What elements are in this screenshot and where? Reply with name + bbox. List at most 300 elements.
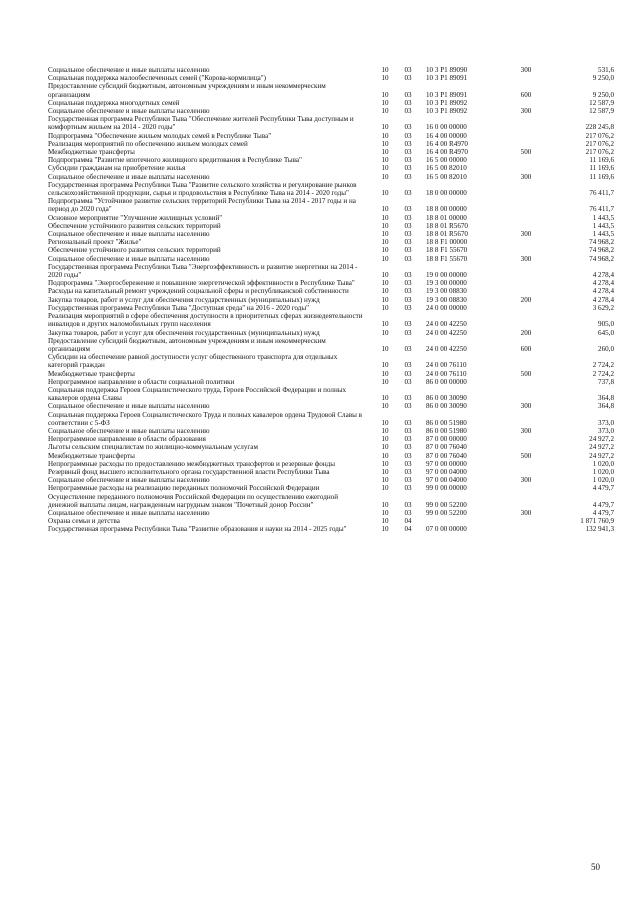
row-amount: 132 941,3 [585, 525, 614, 534]
row-amount: 4 278,4 [592, 295, 614, 304]
row-target-article: 10 3 P1 89092 [426, 107, 468, 116]
row-subsection: 03 [404, 131, 412, 140]
row-subsection: 03 [404, 98, 412, 107]
row-target-article: 07 0 00 00000 [426, 525, 467, 534]
table-row [48, 460, 616, 468]
row-target-article: 19 3 00 08830 [426, 287, 467, 296]
row-name: Социальное обеспечение и иные выплаты населению [48, 476, 210, 485]
table-row [48, 222, 616, 230]
row-amount: 373,0 [598, 426, 614, 435]
row-expense-type [508, 140, 544, 148]
row-expense-type [508, 287, 544, 295]
row-name: Социальное обеспечение и иные выплаты населению [48, 107, 210, 116]
row-amount: 24 927,2 [589, 435, 614, 444]
row-expense-type [508, 353, 544, 369]
row-subsection: 03 [404, 361, 412, 370]
row-target-article: 24 0 00 42250 [426, 344, 467, 353]
row-expense-type: 500 [520, 369, 532, 378]
row-subsection: 03 [404, 287, 412, 296]
row-amount: 24 927,2 [589, 443, 614, 452]
row-amount: 4 479,7 [592, 500, 614, 509]
table-row [48, 370, 616, 378]
row-target-article: 18 8 01 00000 [426, 213, 467, 222]
row-subsection: 03 [404, 418, 412, 427]
row-name: Осуществление переданного полномочия Российской Федерации по осуществлению ежегодной денежной выплаты лицам, награжденным нагрудным знаком "Почетный донор России" [48, 492, 338, 509]
row-subsection: 03 [404, 164, 412, 173]
row-target-article: 24 0 00 76110 [426, 369, 467, 378]
row-target-article: 97 0 00 00000 [426, 459, 467, 468]
row-name: Закупка товаров, работ и услуг для обеспечения государственных (муниципальных) нужд [48, 328, 320, 337]
row-target-article: 10 3 P1 89092 [426, 98, 468, 107]
row-subsection: 03 [404, 172, 412, 181]
row-section: 10 [381, 476, 389, 485]
table-row [48, 214, 616, 222]
budget-table-body [48, 66, 616, 534]
row-section: 10 [381, 221, 389, 230]
row-name: Подпрограмма "Развитие ипотечного жилищного кредитования в Республике Тыва" [48, 156, 302, 165]
row-expense-type [508, 99, 544, 107]
row-section: 10 [381, 90, 389, 99]
row-amount: 364,8 [598, 402, 614, 411]
row-name: Региональный проект "Жилье" [48, 238, 142, 247]
row-name: Охрана семьи и детства [48, 517, 120, 526]
table-row [48, 468, 616, 476]
row-section: 10 [381, 238, 389, 247]
row-section: 10 [381, 508, 389, 517]
row-amount: 373,0 [598, 418, 614, 427]
row-expense-type: 600 [520, 90, 532, 99]
row-target-article: 18 8 01 R5670 [426, 230, 468, 239]
row-subsection: 03 [404, 451, 412, 460]
row-name: Социальное обеспечение и иные выплаты населению [48, 230, 210, 239]
row-expense-type [508, 443, 544, 451]
row-name: Социальная поддержка малообеспеченных семей ("Корова-кормилица") [48, 74, 267, 83]
row-amount: 1 020,0 [592, 476, 614, 485]
row-amount: 1 443,5 [592, 213, 614, 222]
row-name: Государственная программа Республики Тыва "Обеспечение жителей Республики Тыва доступным и комфортным жильем на 2014 - 2020 годы" [48, 115, 354, 132]
table-row [48, 173, 616, 181]
row-name: Подпрограмма "Устойчивое развитие сельских территорий Республики Тыва на 2014 - 2017 годы и на период до 2020 года" [48, 197, 356, 214]
row-expense-type [508, 132, 544, 140]
table-row [48, 197, 616, 213]
row-target-article: 86 0 00 30090 [426, 394, 467, 403]
row-subsection: 03 [404, 279, 412, 288]
row-expense-type [508, 164, 544, 172]
row-subsection: 03 [404, 238, 412, 247]
row-amount: 645,0 [598, 328, 614, 337]
row-section: 10 [381, 525, 389, 534]
table-row [48, 246, 616, 254]
row-amount: 1 020,0 [592, 459, 614, 468]
row-subsection: 04 [404, 517, 412, 526]
row-expense-type [508, 312, 544, 328]
row-expense-type: 300 [520, 402, 532, 411]
row-subsection: 03 [404, 221, 412, 230]
row-subsection: 03 [404, 402, 412, 411]
table-row [48, 378, 616, 386]
row-expense-type [508, 484, 544, 492]
row-target-article: 18 8 F1 55670 [426, 246, 468, 255]
row-amount: 905,0 [598, 320, 614, 329]
row-target-article: 18 8 00 00000 [426, 205, 467, 214]
table-row [48, 82, 616, 98]
row-name: Субсидии гражданам на приобретение жилья [48, 164, 186, 173]
row-subsection: 03 [404, 500, 412, 509]
row-target-article: 18 8 01 R5670 [426, 221, 468, 230]
row-target-article: 87 0 00 76040 [426, 443, 467, 452]
row-name: Государственная программа Республики Тыва "Доступная среда" на 2016 - 2020 годы" [48, 303, 310, 312]
row-amount: 74 968,2 [589, 238, 614, 247]
row-expense-type [508, 411, 544, 427]
row-amount: 1 443,5 [592, 221, 614, 230]
row-subsection: 03 [404, 484, 412, 493]
row-subsection: 03 [404, 123, 412, 132]
row-section: 10 [381, 287, 389, 296]
row-amount: 9 250,0 [592, 74, 614, 83]
row-subsection: 03 [404, 467, 412, 476]
row-amount: 1 020,0 [592, 467, 614, 476]
row-amount: 11 169,6 [589, 156, 614, 165]
row-subsection: 03 [404, 476, 412, 485]
table-row [48, 484, 616, 492]
row-section: 10 [381, 402, 389, 411]
row-target-article: 16 5 00 82010 [426, 164, 467, 173]
row-expense-type [508, 156, 544, 164]
row-target-article: 97 0 00 04000 [426, 476, 467, 485]
row-amount: 76 411,7 [589, 189, 614, 198]
row-amount: 24 927,2 [589, 451, 614, 460]
table-row [48, 402, 616, 410]
row-subsection: 03 [404, 394, 412, 403]
row-amount: 4 479,7 [592, 484, 614, 493]
row-name: Закупка товаров, работ и услуг для обеспечения государственных (муниципальных) нужд [48, 295, 320, 304]
row-subsection: 03 [404, 90, 412, 99]
row-section: 10 [381, 107, 389, 116]
row-name: Непрограммное направление в области социальной политики [48, 377, 235, 386]
row-target-article: 24 0 00 42250 [426, 320, 467, 329]
row-expense-type: 300 [520, 172, 532, 181]
row-target-article: 99 0 00 52200 [426, 508, 467, 517]
row-amount: 74 968,2 [589, 254, 614, 263]
table-row [48, 411, 616, 427]
row-name: Социальная поддержка Героев Социалистического Труда и полных кавалеров ордена Трудовой Славы в соответствии с 5-ФЗ [48, 410, 362, 427]
row-section: 10 [381, 172, 389, 181]
row-target-article: 99 0 00 00000 [426, 484, 467, 493]
row-amount: 76 411,7 [589, 205, 614, 214]
table-row [48, 493, 616, 509]
table-row [48, 74, 616, 82]
row-target-article: 19 0 00 00000 [426, 271, 467, 280]
row-amount: 228 245,8 [585, 123, 614, 132]
table-row [48, 107, 616, 115]
row-section: 10 [381, 189, 389, 198]
row-subsection: 03 [404, 328, 412, 337]
row-expense-type: 300 [520, 66, 532, 74]
row-name: Социальное обеспечение и иные выплаты населению [48, 172, 210, 181]
row-subsection: 03 [404, 148, 412, 157]
row-subsection: 03 [404, 271, 412, 280]
row-section: 10 [381, 295, 389, 304]
row-expense-type [508, 222, 544, 230]
table-row [48, 66, 616, 74]
row-expense-type [508, 525, 544, 533]
table-row [48, 263, 616, 279]
row-name: Льготы сельским специалистам по жилищно-коммунальным услугам [48, 443, 258, 452]
row-name: Подпрограмма "Энергосбережение и повышение энергетической эффективности в Республике Тыва" [48, 279, 355, 288]
row-section: 10 [381, 328, 389, 337]
row-target-article: 16 4 00 00000 [426, 131, 467, 140]
row-expense-type [508, 460, 544, 468]
table-row [48, 435, 616, 443]
row-section: 10 [381, 484, 389, 493]
row-section: 10 [381, 148, 389, 157]
row-name: Социальная поддержка многодетных семей [48, 98, 180, 107]
table-row [48, 509, 616, 517]
row-name: Государственная программа Республики Тыва "Развитие сельского хозяйства и регулирование рынков сельскохозяйственной продукции, сырья и продовольствия в Республике Тыва на 2014 - 2020 годы" [48, 180, 357, 198]
row-expense-type [508, 279, 544, 287]
row-target-article: 86 0 00 51980 [426, 418, 467, 427]
row-name: Предоставление субсидий бюджетным, автономным учреждениям и иным некоммерческим организациям [48, 336, 326, 353]
row-amount: 74 968,2 [589, 246, 614, 255]
row-name: Предоставление субсидий бюджетным, автономным учреждениям и иным некоммерческим организациям [48, 82, 326, 99]
table-row [48, 238, 616, 246]
row-target-article: 18 0 00 00000 [426, 189, 467, 198]
row-section: 10 [381, 451, 389, 460]
row-expense-type: 300 [520, 508, 532, 517]
row-section: 10 [381, 303, 389, 312]
row-name: Социальная поддержка Героев Социалистического труда, Героев Российской Федерации и полных кавалеров ордена Славы [48, 385, 347, 403]
row-target-article: 18 8 F1 55670 [426, 254, 468, 263]
row-subsection: 03 [404, 369, 412, 378]
row-name: Непрограммное направление в области образования [48, 435, 206, 444]
row-name: Межбюджетные трансферты [48, 148, 135, 157]
table-row [48, 353, 616, 369]
row-name: Реализация мероприятий по обеспечению жильем молодых семей [48, 139, 248, 148]
table-row [48, 452, 616, 460]
table-row [48, 99, 616, 107]
row-target-article: 18 8 F1 00000 [426, 238, 468, 247]
row-name: Государственная программа Республики Тыва "Развитие образования и науки на 2014 - 2025 годы" [48, 525, 347, 534]
row-section: 10 [381, 418, 389, 427]
row-subsection: 03 [404, 230, 412, 239]
row-subsection: 03 [404, 295, 412, 304]
row-target-article: 19 3 00 08830 [426, 295, 467, 304]
row-amount: 11 169,6 [589, 172, 614, 181]
row-section: 10 [381, 443, 389, 452]
row-expense-type [508, 304, 544, 312]
row-amount: 737,8 [598, 377, 614, 386]
row-section: 10 [381, 66, 389, 74]
row-subsection: 04 [404, 525, 412, 534]
row-target-article: 97 0 00 04000 [426, 467, 467, 476]
row-target-article: 16 4 00 R4970 [426, 139, 468, 148]
row-name: Обеспечение устойчивого развития сельских территорий [48, 221, 221, 230]
row-section: 10 [381, 205, 389, 214]
row-section: 10 [381, 435, 389, 444]
row-name: Реализация мероприятий в сфере обеспечения доступности в приоритетных сферах жизнедеятельности инвалидов и других маломобильных групп населения [48, 312, 363, 329]
row-target-article: 86 0 00 30090 [426, 402, 467, 411]
row-amount: 217 076,2 [585, 131, 614, 140]
row-amount: 12 587,9 [589, 98, 614, 107]
row-amount: 4 278,4 [592, 287, 614, 296]
row-section: 10 [381, 279, 389, 288]
row-amount: 9 250,0 [592, 90, 614, 99]
row-section: 10 [381, 230, 389, 239]
row-expense-type [508, 435, 544, 443]
row-amount: 4 479,7 [592, 508, 614, 517]
row-section: 10 [381, 517, 389, 526]
row-amount: 531,6 [598, 66, 614, 74]
row-name: Социальное обеспечение и иные выплаты населению [48, 66, 210, 74]
row-subsection: 03 [404, 189, 412, 198]
row-section: 10 [381, 254, 389, 263]
row-name: Расходы на капитальный ремонт учреждений социальной сферы и республиканской собственности [48, 287, 349, 296]
row-subsection: 03 [404, 320, 412, 329]
row-expense-type: 600 [520, 344, 532, 353]
row-expense-type [508, 74, 544, 82]
row-amount: 11 169,6 [589, 164, 614, 173]
row-name: Резервный фонд высшего исполнительного органа государственной власти Республики Тыва [48, 467, 330, 476]
row-subsection: 03 [404, 139, 412, 148]
table-row [48, 156, 616, 164]
row-target-article: 10 3 P1 89090 [426, 66, 468, 74]
table-row [48, 517, 616, 525]
row-section: 10 [381, 131, 389, 140]
row-expense-type [508, 493, 544, 509]
row-expense-type [508, 197, 544, 213]
row-expense-type: 300 [520, 107, 532, 116]
row-section: 10 [381, 500, 389, 509]
row-name: Социальное обеспечение и иные выплаты населению [48, 254, 210, 263]
table-row [48, 181, 616, 197]
row-subsection: 03 [404, 459, 412, 468]
row-subsection: 03 [404, 74, 412, 83]
row-amount: 2 724,2 [592, 369, 614, 378]
row-subsection: 03 [404, 508, 412, 517]
table-row [48, 443, 616, 451]
row-name: Субсидии на обеспечение равной доступности услуг общественного транспорта для отдельных категорий граждан [48, 353, 338, 370]
row-amount: 3 629,2 [592, 303, 614, 312]
row-section: 10 [381, 361, 389, 370]
table-row [48, 304, 616, 312]
row-name: Межбюджетные трансферты [48, 369, 135, 378]
row-name: Обеспечение устойчивого развития сельских территорий [48, 246, 221, 255]
row-name: Социальное обеспечение и иные выплаты населению [48, 402, 210, 411]
table-row [48, 476, 616, 484]
row-section: 10 [381, 377, 389, 386]
row-amount: 217 076,2 [585, 148, 614, 157]
table-row [48, 427, 616, 435]
table-row [48, 255, 616, 263]
row-subsection: 03 [404, 435, 412, 444]
row-subsection: 03 [404, 213, 412, 222]
row-expense-type: 200 [520, 328, 532, 337]
row-expense-type [508, 238, 544, 246]
table-row [48, 148, 616, 156]
row-section: 10 [381, 344, 389, 353]
row-section: 10 [381, 320, 389, 329]
row-target-article: 86 0 00 00000 [426, 377, 467, 386]
row-target-article: 24 0 00 00000 [426, 303, 467, 312]
row-name: Государственная программа Республики Тыва "Энергоэффективность и развитие энергетики на 2014 - 2020 годы" [48, 262, 358, 280]
row-target-article: 86 0 00 51980 [426, 426, 467, 435]
row-section: 10 [381, 467, 389, 476]
row-section: 10 [381, 74, 389, 83]
row-subsection: 03 [404, 443, 412, 452]
row-section: 10 [381, 459, 389, 468]
row-subsection: 03 [404, 344, 412, 353]
row-name: Подпрограмма "Обеспечение жильем молодых семей в Республике Тыва" [48, 131, 272, 140]
row-amount: 4 278,4 [592, 279, 614, 288]
table-row [48, 296, 616, 304]
row-subsection: 03 [404, 107, 412, 116]
row-target-article: 87 0 00 00000 [426, 435, 467, 444]
row-name: Социальное обеспечение и иные выплаты населению [48, 426, 210, 435]
row-amount: 217 076,2 [585, 139, 614, 148]
row-section: 10 [381, 426, 389, 435]
row-target-article: 10 3 P1 89091 [426, 74, 468, 83]
row-target-article: 16 0 00 00000 [426, 123, 467, 132]
table-row [48, 337, 616, 353]
row-expense-type: 300 [520, 230, 532, 239]
row-amount: 4 278,4 [592, 271, 614, 280]
row-section: 10 [381, 394, 389, 403]
row-subsection: 03 [404, 205, 412, 214]
row-expense-type [508, 263, 544, 279]
table-row [48, 386, 616, 402]
row-subsection: 03 [404, 426, 412, 435]
budget-table [48, 66, 616, 534]
row-target-article: 19 3 00 00000 [426, 279, 467, 288]
row-subsection: 03 [404, 156, 412, 165]
table-row [48, 230, 616, 238]
row-expense-type [508, 181, 544, 197]
row-name: Межбюджетные трансферты [48, 451, 135, 460]
row-expense-type [508, 214, 544, 222]
row-amount: 1 871 760,9 [580, 517, 614, 526]
row-expense-type: 500 [520, 148, 532, 157]
row-expense-type: 500 [520, 451, 532, 460]
row-target-article: 99 0 00 52200 [426, 500, 467, 509]
row-expense-type: 200 [520, 295, 532, 304]
row-target-article: 10 3 P1 89091 [426, 90, 468, 99]
row-subsection: 03 [404, 254, 412, 263]
row-section: 10 [381, 139, 389, 148]
table-row [48, 140, 616, 148]
table-row [48, 279, 616, 287]
row-subsection: 03 [404, 303, 412, 312]
row-expense-type [508, 517, 544, 525]
page-number: 50 [591, 862, 600, 872]
row-section: 10 [381, 369, 389, 378]
row-section: 10 [381, 98, 389, 107]
table-row [48, 115, 616, 131]
row-target-article: 24 0 00 76110 [426, 361, 467, 370]
row-expense-type [508, 386, 544, 402]
row-target-article: 16 5 00 00000 [426, 156, 467, 165]
row-subsection: 03 [404, 377, 412, 386]
row-expense-type [508, 115, 544, 131]
row-target-article: 16 5 00 82010 [426, 172, 467, 181]
row-amount: 2 724,2 [592, 361, 614, 370]
table-row [48, 312, 616, 328]
row-name: Основное мероприятие "Улучшение жилищных условий" [48, 213, 223, 222]
row-subsection: 03 [404, 66, 412, 74]
row-amount: 260,0 [598, 344, 614, 353]
row-name: Социальное обеспечение и иные выплаты населению [48, 508, 210, 517]
row-name: Непрограммные расходы на реализацию переданных полномочий Российской Федерации [48, 484, 320, 493]
table-row [48, 329, 616, 337]
